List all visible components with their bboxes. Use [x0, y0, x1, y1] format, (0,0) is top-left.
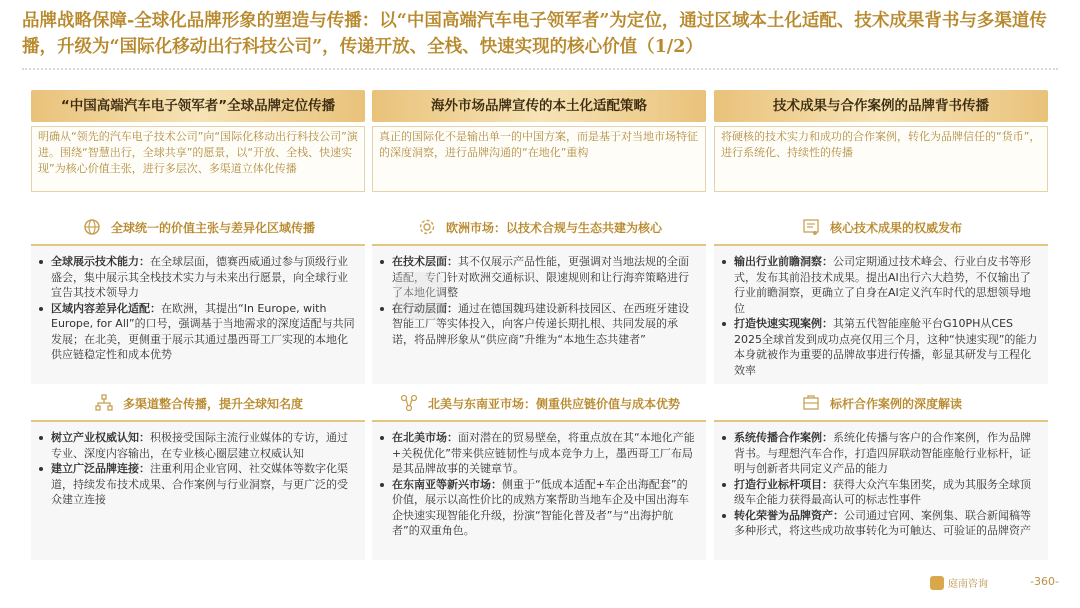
bullet-item: 输出行业前瞻洞察：公司定期通过技术峰会、行业白皮书等形式，发布其前沿技术成果。提出AI出行六大趋势，不仅输出了行业前瞻洞察，更确立了自身在AI定义汽车时代的思想领导地位: [728, 254, 1038, 316]
bullet-item: 在东南亚等新兴市场：侧重于“低成本适配+车企出海配套”的价值，展示以高性价比的成熟方案帮助当地车企及中国出海车企快速实现智能化升级，扮演“智能化普及者”与“出海护航者”的双重角色。: [386, 477, 696, 539]
content-box: [372, 420, 706, 560]
bullet-item: 在行动层面：通过在德国魏玛建设新科技园区、在西班牙建设智能工厂等实体投入，向客户传递长期扎根、共同发展的承诺，将品牌形象从“供应商”升维为“本地生态共建者”: [386, 301, 696, 348]
bullet-item: 在北美市场：面对潜在的贸易壁垒，将重点放在其“本地化产能+关税优化”带来供应链韧性与成本竞争力上，墨西哥工厂布局是其品牌故事的关键章节。: [386, 430, 696, 477]
watermark-logo: [395, 272, 443, 320]
column-header: 海外市场品牌宣传的本土化适配策略: [372, 90, 706, 122]
bullet-item: 建立广泛品牌连接：注重利用企业官网、社交媒体等数字化渠道，持续发布技术成果、合作案例与行业洞察，与更广泛的受众建立连接: [45, 461, 355, 508]
page-title: 品牌战略保障-全球化品牌形象的塑造与传播：以“中国高端汽车电子领军者”为定位，通过区域本土化适配、技术成果背书与多渠道传播，升级为“国际化移动出行科技公司”，传递开放、全栈、快速实现的核心价值（1/2）: [22, 11, 1047, 57]
bullet-item: 全球展示技术能力：在全球层面，德赛西威通过参与顶级行业盛会，集中展示其全栈技术实力与未来出行愿景，向全球行业宣告其技术领导力: [45, 254, 355, 301]
brand-logo: [930, 575, 988, 590]
subheading-global-value: [31, 214, 365, 240]
bullet-item: 转化荣誉为品牌资产：公司通过官网、案例集、联合新闻稿等多种形式，将这些成功故事转化为可触达、可验证的品牌资产: [728, 508, 1038, 539]
content-box: [714, 244, 1048, 384]
column-intro: 真正的国际化不是输出单一的中国方案，而是基于对当地市场特征的深度洞察，进行品牌沟通的“在地化”重构: [372, 126, 706, 192]
subheading-tech-release: [714, 214, 1048, 240]
bullet-item: 打造快速实现案例：其第五代智能座舱平台G10PH从CES 2025全球首发到成功点亮仅用三个月，这种“快速实现”的能力本身就被作为重要的品牌故事进行传播，彰显其研发与工程化效率: [728, 316, 1038, 378]
bullet-item: 区域内容差异化适配：在欧洲，其提出“In Europe, with Europe, for All”的口号，强调基于当地需求的深度适配与共同发展；在北美，更侧重于展示其通过墨西哥工厂实现的本地化供应链稳定性和成本优势: [45, 301, 355, 363]
subheading-case-study: [714, 390, 1048, 416]
multichannel-icon: [93, 392, 115, 414]
logo-text: 庭南咨询: [948, 579, 988, 590]
bullet-item: 系统传播合作案例：系统化传播与客户的合作案例，作为品牌背书。与理想汽车合作，打造四屏联动智能座舱行业标杆，证明与创新者共同定义产品的能力: [728, 430, 1038, 477]
subheading-label: 北美与东南亚市场：侧重供应链价值与成本优势: [427, 396, 680, 411]
bullet-item: 在技术层面：其不仅展示产品性能，更强调对当地法规的全面适配，专门针对欧洲交通标识、限速规则和让行海弈策略进行了本地化调整: [386, 254, 696, 301]
title-divider: [22, 68, 1058, 70]
subheading-na-sea: [372, 390, 706, 416]
bullet-item: 树立产业权威认知：积极接受国际主流行业媒体的专访，通过专业、深度内容输出，在专业核心圈层建立权威认知: [45, 430, 355, 461]
content-box: [31, 420, 365, 560]
subheading-label: 多渠道整合传播，提升全球知名度: [122, 396, 303, 411]
case-study-icon: [800, 392, 822, 414]
subheading-label: 标杆合作案例的深度解读: [829, 396, 962, 411]
column-intro: 将硬核的技术实力和成功的合作案例，转化为品牌信任的“货币”，进行系统化、持续性的传播: [714, 126, 1048, 192]
page-number: -360-: [1030, 575, 1059, 588]
column-header: 技术成果与合作案例的品牌背书传播: [714, 90, 1048, 122]
column-brand-positioning: [31, 90, 365, 192]
certificate-icon: [800, 216, 822, 238]
globe-icon: [81, 216, 103, 238]
column-header: “中国高端汽车电子领军者”全球品牌定位传播: [31, 90, 365, 122]
gear-icon: [416, 216, 438, 238]
subheading-label: 核心技术成果的权威发布: [829, 220, 962, 235]
column-intro: 明确从“领先的汽车电子技术公司”向“国际化移动出行科技公司”演进。围绕“智慧出行，全球共享”的愿景，以“开放、全栈、快速实现”为核心价值主张，进行多层次、多渠道立体化传播: [31, 126, 365, 192]
column-endorsement: [714, 90, 1048, 192]
column-localization: [372, 90, 706, 192]
subheading-europe: [372, 214, 706, 240]
supply-chain-icon: [398, 392, 420, 414]
content-box: [714, 420, 1048, 560]
logo-mark: [930, 576, 944, 590]
bullet-item: 打造行业标杆项目：获得大众汽车集团奖，成为其服务全球顶级车企能力获得最高认可的标志性事件: [728, 477, 1038, 508]
subheading-label: 欧洲市场：以技术合规与生态共建为核心: [445, 220, 662, 235]
subheading-multichannel: [31, 390, 365, 416]
content-box: [31, 244, 365, 384]
subheading-label: 全球统一的价值主张与差异化区域传播: [110, 220, 315, 235]
